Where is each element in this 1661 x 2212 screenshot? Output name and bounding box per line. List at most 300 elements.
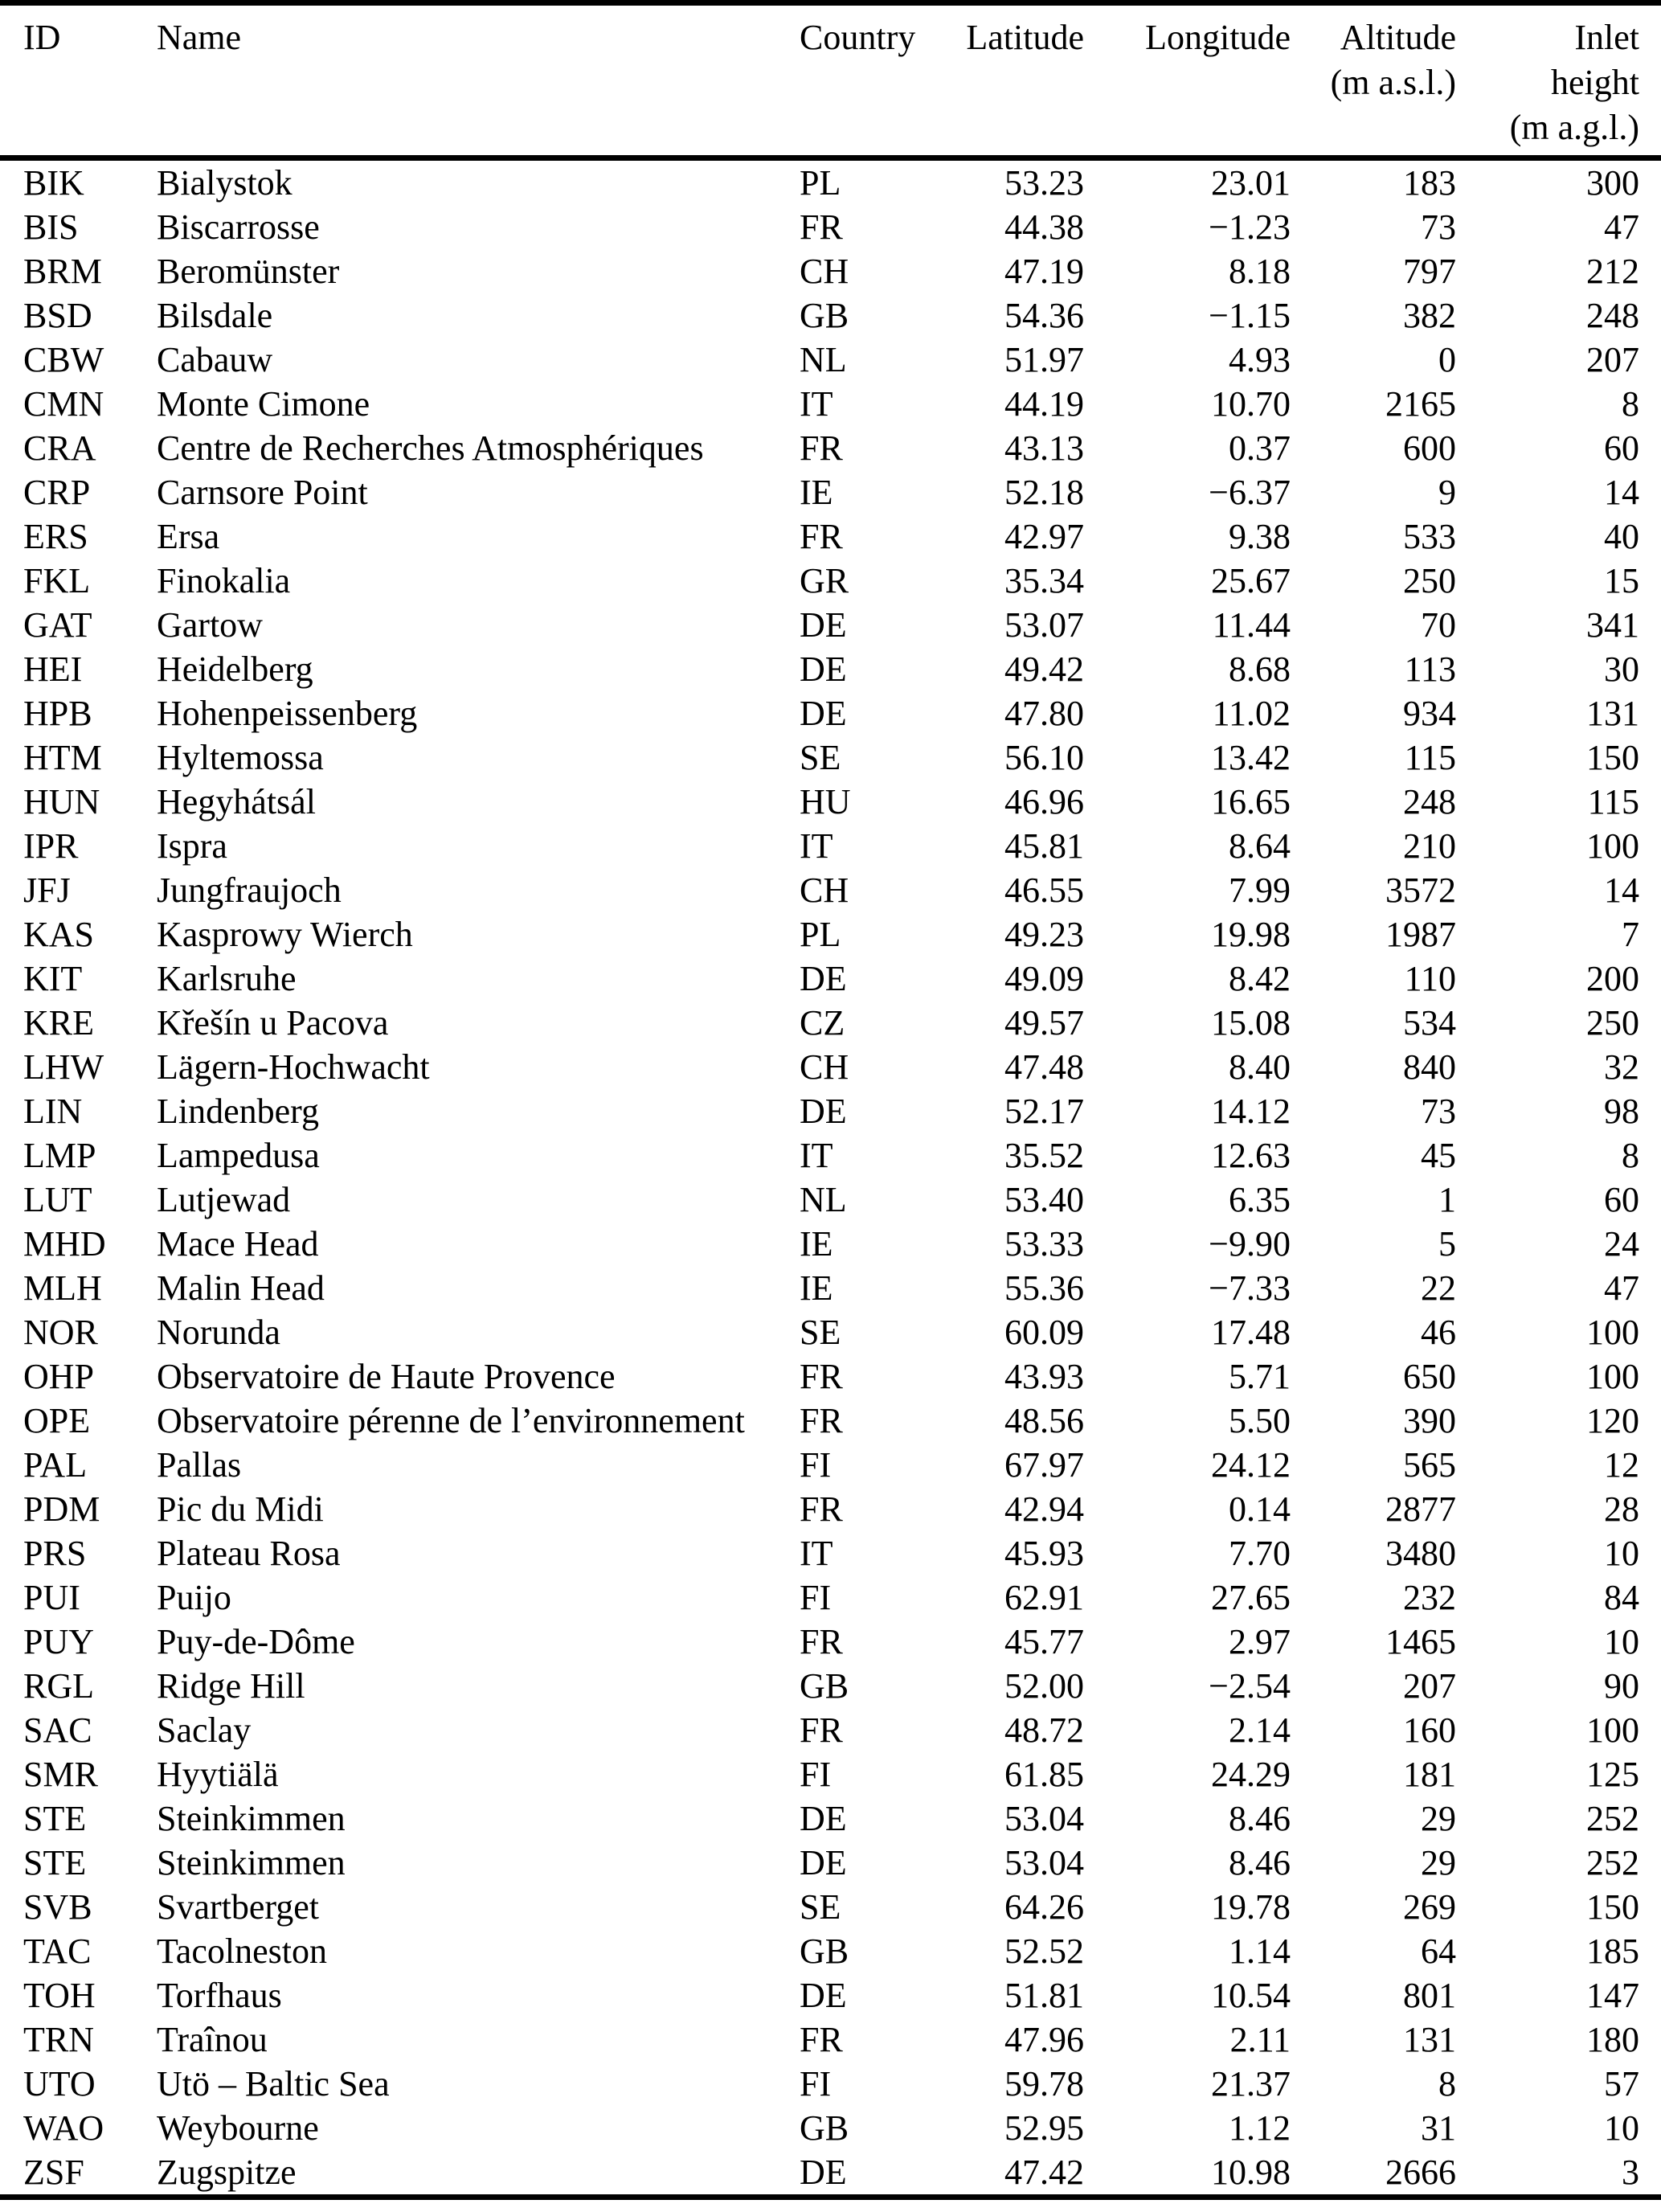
cell-id: ERS <box>23 517 88 556</box>
cell-id: HPB <box>23 694 92 733</box>
table-row <box>0 1929 1661 1973</box>
cell-longitude: 11.44 <box>1212 605 1291 645</box>
cell-inlet_height: 125 <box>1586 1755 1639 1794</box>
cell-inlet_height: 341 <box>1586 605 1639 645</box>
cell-altitude: 600 <box>1403 428 1456 468</box>
cell-country: DE <box>800 1843 847 1882</box>
cell-inlet_height: 40 <box>1604 517 1639 556</box>
cell-latitude: 53.04 <box>1004 1799 1084 1838</box>
cell-id: TAC <box>23 1931 92 1971</box>
cell-id: ZSF <box>23 2153 84 2192</box>
cell-country: PL <box>800 915 841 954</box>
table-row <box>0 1796 1661 1841</box>
cell-altitude: 2165 <box>1385 384 1456 424</box>
cell-longitude: 9.38 <box>1229 517 1291 556</box>
cell-longitude: 16.65 <box>1211 782 1291 821</box>
cell-name: Hyytiälä <box>157 1755 279 1794</box>
cell-inlet_height: 212 <box>1586 252 1639 291</box>
table-row <box>0 426 1661 470</box>
cell-inlet_height: 180 <box>1586 2020 1639 2059</box>
table-row <box>0 912 1661 956</box>
cell-altitude: 113 <box>1404 649 1456 689</box>
cell-inlet_height: 14 <box>1604 870 1639 910</box>
table-row <box>0 735 1661 780</box>
cell-latitude: 52.17 <box>1004 1092 1084 1131</box>
cell-id: HUN <box>23 782 100 821</box>
cell-id: UTO <box>23 2064 96 2103</box>
cell-latitude: 42.97 <box>1004 517 1084 556</box>
cell-latitude: 51.81 <box>1004 1976 1084 2015</box>
table-row <box>0 647 1661 691</box>
table-row <box>0 470 1661 514</box>
cell-country: GB <box>800 1931 849 1971</box>
table-row <box>0 1752 1661 1796</box>
cell-latitude: 46.55 <box>1004 870 1084 910</box>
cell-altitude: 0 <box>1438 340 1456 379</box>
cell-country: GR <box>800 561 849 600</box>
cell-name: Jungfraujoch <box>157 870 342 910</box>
cell-longitude: 2.97 <box>1229 1622 1291 1661</box>
table-row <box>0 1133 1661 1178</box>
cell-name: Weybourne <box>157 2108 319 2148</box>
table-row <box>0 956 1661 1001</box>
table-row <box>0 382 1661 426</box>
cell-name: Heidelberg <box>157 649 313 689</box>
cell-name: Ersa <box>157 517 220 556</box>
cell-longitude: 6.35 <box>1229 1180 1291 1219</box>
cell-altitude: 934 <box>1403 694 1456 733</box>
cell-inlet_height: 207 <box>1586 340 1639 379</box>
cell-inlet_height: 10 <box>1604 1622 1639 1661</box>
cell-longitude: 21.37 <box>1211 2064 1291 2103</box>
cell-id: MHD <box>23 1224 106 1264</box>
cell-longitude: 8.18 <box>1229 252 1291 291</box>
cell-id: BIS <box>23 207 79 247</box>
cell-altitude: 207 <box>1403 1666 1456 1706</box>
header-row <box>0 3 1661 158</box>
cell-longitude: 2.11 <box>1229 2020 1291 2059</box>
cell-id: STE <box>23 1843 87 1882</box>
cell-latitude: 35.52 <box>1004 1136 1084 1175</box>
cell-inlet_height: 32 <box>1604 1047 1639 1087</box>
table-row <box>0 1531 1661 1575</box>
cell-altitude: 45 <box>1421 1136 1456 1175</box>
cell-name: Lägern-Hochwacht <box>157 1047 430 1087</box>
cell-name: Puijo <box>157 1578 231 1617</box>
cell-inlet_height: 147 <box>1586 1976 1639 2015</box>
cell-country: HU <box>800 782 851 821</box>
cell-name: Puy-de-Dôme <box>157 1622 355 1661</box>
cell-latitude: 53.04 <box>1004 1843 1084 1882</box>
cell-id: CMN <box>23 384 104 424</box>
table-row <box>0 1841 1661 1885</box>
cell-name: Lindenberg <box>157 1092 320 1131</box>
station-table-body <box>0 158 1661 2198</box>
cell-latitude: 64.26 <box>1004 1887 1084 1927</box>
cell-inlet_height: 84 <box>1604 1578 1639 1617</box>
cell-country: CH <box>800 252 849 291</box>
table-row <box>0 249 1661 293</box>
cell-country: IE <box>800 1268 833 1308</box>
cell-latitude: 47.42 <box>1004 2153 1084 2192</box>
cell-altitude: 8 <box>1438 2064 1456 2103</box>
cell-inlet_height: 14 <box>1604 473 1639 512</box>
cell-country: SE <box>800 738 841 777</box>
cell-id: LUT <box>23 1180 92 1219</box>
cell-name: Bialystok <box>157 163 293 203</box>
cell-name: Utö – Baltic Sea <box>157 2064 390 2103</box>
cell-longitude: −6.37 <box>1209 473 1291 512</box>
column-header-label: Inlet <box>1574 18 1639 57</box>
cell-id: BRM <box>23 252 102 291</box>
cell-id: GAT <box>23 605 92 645</box>
cell-name: Traînou <box>157 2020 268 2059</box>
cell-altitude: 382 <box>1403 296 1456 335</box>
cell-altitude: 73 <box>1421 207 1456 247</box>
cell-latitude: 46.96 <box>1004 782 1084 821</box>
cell-country: IT <box>800 826 833 866</box>
cell-country: SE <box>800 1313 841 1352</box>
cell-id: PUI <box>23 1578 80 1617</box>
table-row <box>0 2150 1661 2198</box>
cell-country: DE <box>800 1799 847 1838</box>
cell-altitude: 801 <box>1403 1976 1456 2015</box>
cell-inlet_height: 60 <box>1604 428 1639 468</box>
cell-inlet_height: 10 <box>1604 2108 1639 2148</box>
cell-latitude: 48.56 <box>1004 1401 1084 1440</box>
cell-country: DE <box>800 605 847 645</box>
cell-latitude: 49.09 <box>1004 959 1084 998</box>
cell-longitude: 7.70 <box>1229 1534 1291 1573</box>
cell-id: KAS <box>23 915 95 954</box>
cell-altitude: 840 <box>1403 1047 1456 1087</box>
column-header-label: Latitude <box>966 18 1084 57</box>
cell-id: CBW <box>23 340 104 379</box>
cell-inlet_height: 60 <box>1604 1180 1639 1219</box>
cell-inlet_height: 15 <box>1604 561 1639 600</box>
cell-longitude: 8.40 <box>1229 1047 1291 1087</box>
cell-country: FR <box>800 207 843 247</box>
cell-longitude: 11.02 <box>1212 694 1291 733</box>
cell-inlet_height: 185 <box>1586 1931 1639 1971</box>
cell-latitude: 43.13 <box>1004 428 1084 468</box>
cell-name: Norunda <box>157 1313 280 1352</box>
cell-country: PL <box>800 163 841 203</box>
cell-altitude: 1 <box>1438 1180 1456 1219</box>
cell-latitude: 52.18 <box>1004 473 1084 512</box>
table-row <box>0 1089 1661 1133</box>
cell-name: Finokalia <box>157 561 291 600</box>
cell-latitude: 55.36 <box>1004 1268 1084 1308</box>
cell-id: SAC <box>23 1710 92 1750</box>
cell-inlet_height: 248 <box>1586 296 1639 335</box>
cell-altitude: 64 <box>1421 1931 1456 1971</box>
cell-inlet_height: 115 <box>1587 782 1639 821</box>
cell-id: NOR <box>23 1313 98 1352</box>
column-header-country <box>800 3 936 158</box>
table-row <box>0 691 1661 735</box>
cell-altitude: 565 <box>1403 1445 1456 1485</box>
cell-inlet_height: 28 <box>1604 1489 1639 1529</box>
cell-country: FR <box>800 1622 843 1661</box>
column-header-label: Name <box>157 18 242 57</box>
cell-country: CH <box>800 870 849 910</box>
column-header-unit: (m a.g.l.) <box>1509 108 1639 147</box>
cell-altitude: 29 <box>1421 1799 1456 1838</box>
cell-latitude: 49.57 <box>1004 1003 1084 1043</box>
cell-inlet_height: 100 <box>1586 826 1639 866</box>
cell-name: Biscarrosse <box>157 207 320 247</box>
cell-id: PAL <box>23 1445 88 1485</box>
cell-country: DE <box>800 959 847 998</box>
cell-longitude: 17.48 <box>1211 1313 1291 1352</box>
cell-altitude: 650 <box>1403 1357 1456 1396</box>
column-header-inlet-height <box>1456 3 1661 158</box>
cell-country: FI <box>800 1445 832 1485</box>
column-header-latitude <box>936 3 1084 158</box>
table-row <box>0 1266 1661 1310</box>
cell-name: Saclay <box>157 1710 252 1750</box>
table-row <box>0 1885 1661 1929</box>
cell-altitude: 131 <box>1403 2020 1456 2059</box>
table-row <box>0 2062 1661 2106</box>
cell-id: TOH <box>23 1976 96 2015</box>
cell-latitude: 54.36 <box>1004 296 1084 335</box>
cell-altitude: 797 <box>1403 252 1456 291</box>
column-header-label: ID <box>23 18 61 57</box>
cell-inlet_height: 150 <box>1586 738 1639 777</box>
cell-name: Beromünster <box>157 252 340 291</box>
cell-id: PUY <box>23 1622 95 1661</box>
cell-id: PRS <box>23 1534 87 1573</box>
cell-country: FI <box>800 1755 832 1794</box>
cell-altitude: 5 <box>1438 1224 1456 1264</box>
cell-longitude: −1.23 <box>1209 207 1291 247</box>
cell-altitude: 22 <box>1421 1268 1456 1308</box>
table-row <box>0 205 1661 249</box>
cell-id: MLH <box>23 1268 102 1308</box>
cell-country: FR <box>800 428 843 468</box>
cell-altitude: 183 <box>1403 163 1456 203</box>
cell-longitude: 27.65 <box>1211 1578 1291 1617</box>
cell-inlet_height: 24 <box>1604 1224 1639 1264</box>
cell-name: Bilsdale <box>157 296 273 335</box>
cell-id: BIK <box>23 163 84 203</box>
cell-latitude: 48.72 <box>1004 1710 1084 1750</box>
cell-latitude: 67.97 <box>1004 1445 1084 1485</box>
cell-name: Pic du Midi <box>157 1489 324 1529</box>
cell-country: NL <box>800 340 847 379</box>
cell-id: LIN <box>23 1092 83 1131</box>
cell-name: Malin Head <box>157 1268 325 1308</box>
cell-altitude: 70 <box>1421 605 1456 645</box>
cell-name: Gartow <box>157 605 263 645</box>
cell-altitude: 115 <box>1404 738 1456 777</box>
cell-name: Observatoire pérenne de l’environnement <box>157 1401 745 1440</box>
cell-inlet_height: 100 <box>1586 1357 1639 1396</box>
cell-latitude: 45.81 <box>1004 826 1084 866</box>
cell-id: HTM <box>23 738 102 777</box>
table-row <box>0 293 1661 338</box>
cell-longitude: 2.14 <box>1229 1710 1291 1750</box>
cell-latitude: 53.07 <box>1004 605 1084 645</box>
cell-longitude: 0.37 <box>1229 428 1291 468</box>
table-row <box>0 1575 1661 1620</box>
cell-altitude: 73 <box>1421 1092 1456 1131</box>
table-row <box>0 514 1661 559</box>
cell-name: Observatoire de Haute Provence <box>157 1357 616 1396</box>
table-row <box>0 1487 1661 1531</box>
cell-name: Tacolneston <box>157 1931 327 1971</box>
cell-id: RGL <box>23 1666 94 1706</box>
table-row <box>0 1222 1661 1266</box>
cell-longitude: −7.33 <box>1209 1268 1291 1308</box>
cell-longitude: 24.12 <box>1211 1445 1291 1485</box>
cell-country: GB <box>800 1666 849 1706</box>
cell-country: FI <box>800 1578 832 1617</box>
cell-inlet_height: 120 <box>1586 1401 1639 1440</box>
column-header-unit: (m a.s.l.) <box>1330 63 1456 102</box>
cell-inlet_height: 150 <box>1586 1887 1639 1927</box>
cell-latitude: 52.95 <box>1004 2108 1084 2148</box>
cell-latitude: 59.78 <box>1004 2064 1084 2103</box>
cell-longitude: 14.12 <box>1211 1092 1291 1131</box>
cell-inlet_height: 252 <box>1586 1843 1639 1882</box>
cell-inlet_height: 8 <box>1622 1136 1639 1175</box>
cell-altitude: 181 <box>1403 1755 1456 1794</box>
cell-id: SVB <box>23 1887 92 1927</box>
cell-latitude: 44.38 <box>1004 207 1084 247</box>
cell-id: HEI <box>23 649 83 689</box>
cell-latitude: 47.96 <box>1004 2020 1084 2059</box>
cell-country: SE <box>800 1887 841 1927</box>
cell-longitude: 1.14 <box>1229 1931 1291 1971</box>
cell-altitude: 3572 <box>1385 870 1456 910</box>
cell-longitude: 24.29 <box>1211 1755 1291 1794</box>
cell-inlet_height: 47 <box>1604 207 1639 247</box>
cell-latitude: 52.00 <box>1004 1666 1084 1706</box>
cell-latitude: 51.97 <box>1004 340 1084 379</box>
cell-name: Hyltemossa <box>157 738 324 777</box>
table-row <box>0 2106 1661 2150</box>
cell-inlet_height: 100 <box>1586 1313 1639 1352</box>
cell-country: FR <box>800 517 843 556</box>
cell-id: WAO <box>23 2108 104 2148</box>
cell-inlet_height: 3 <box>1622 2153 1639 2192</box>
table-row <box>0 1399 1661 1443</box>
cell-latitude: 35.34 <box>1004 561 1084 600</box>
cell-latitude: 49.42 <box>1004 649 1084 689</box>
cell-country: FR <box>800 1710 843 1750</box>
cell-name: Monte Cimone <box>157 384 370 424</box>
cell-country: DE <box>800 2153 847 2192</box>
cell-country: GB <box>800 2108 849 2148</box>
cell-latitude: 49.23 <box>1004 915 1084 954</box>
cell-longitude: 5.71 <box>1229 1357 1291 1396</box>
cell-name: Lutjewad <box>157 1180 291 1219</box>
cell-name: Lampedusa <box>157 1136 320 1175</box>
cell-name: Ispra <box>157 826 227 866</box>
cell-id: JFJ <box>23 870 71 910</box>
cell-inlet_height: 90 <box>1604 1666 1639 1706</box>
cell-altitude: 1465 <box>1385 1622 1456 1661</box>
cell-id: TRN <box>23 2020 94 2059</box>
cell-longitude: 19.98 <box>1211 915 1291 954</box>
cell-id: OPE <box>23 1401 91 1440</box>
cell-country: FR <box>800 1489 843 1529</box>
cell-inlet_height: 300 <box>1586 163 1639 203</box>
cell-id: CRA <box>23 428 96 468</box>
cell-name: Svartberget <box>157 1887 320 1927</box>
cell-name: Mace Head <box>157 1224 319 1264</box>
cell-name: Cabauw <box>157 340 273 379</box>
cell-altitude: 31 <box>1421 2108 1456 2148</box>
station-table-header <box>0 3 1661 158</box>
cell-id: KIT <box>23 959 83 998</box>
table-row <box>0 1310 1661 1354</box>
cell-longitude: 8.46 <box>1229 1843 1291 1882</box>
column-header-label: Altitude <box>1340 18 1456 57</box>
table-row <box>0 1045 1661 1089</box>
cell-longitude: 13.42 <box>1211 738 1291 777</box>
cell-id: SMR <box>23 1755 98 1794</box>
cell-id: LMP <box>23 1136 96 1175</box>
cell-latitude: 53.23 <box>1004 163 1084 203</box>
cell-latitude: 47.48 <box>1004 1047 1084 1087</box>
cell-country: CZ <box>800 1003 845 1043</box>
cell-longitude: 8.64 <box>1229 826 1291 866</box>
cell-name: Steinkimmen <box>157 1843 346 1882</box>
column-header-altitude <box>1291 3 1456 158</box>
table-row <box>0 1620 1661 1664</box>
cell-name: Pallas <box>157 1445 242 1485</box>
table-row <box>0 158 1661 206</box>
cell-altitude: 210 <box>1403 826 1456 866</box>
cell-name: Křešín u Pacova <box>157 1003 389 1043</box>
cell-id: LHW <box>23 1047 104 1087</box>
cell-longitude: 1.12 <box>1229 2108 1291 2148</box>
table-row <box>0 1354 1661 1399</box>
cell-altitude: 533 <box>1403 517 1456 556</box>
table-row <box>0 1973 1661 2017</box>
cell-longitude: 25.67 <box>1211 561 1291 600</box>
table-row <box>0 1443 1661 1487</box>
cell-inlet_height: 100 <box>1586 1710 1639 1750</box>
cell-latitude: 60.09 <box>1004 1313 1084 1352</box>
cell-altitude: 232 <box>1403 1578 1456 1617</box>
cell-longitude: 23.01 <box>1211 163 1291 203</box>
cell-inlet_height: 250 <box>1586 1003 1639 1043</box>
cell-id: FKL <box>23 561 91 600</box>
cell-altitude: 390 <box>1403 1401 1456 1440</box>
table-row <box>0 1001 1661 1045</box>
column-header-id <box>0 3 157 158</box>
cell-name: Karlsruhe <box>157 959 297 998</box>
cell-latitude: 62.91 <box>1004 1578 1084 1617</box>
cell-longitude: 0.14 <box>1229 1489 1291 1529</box>
cell-latitude: 53.40 <box>1004 1180 1084 1219</box>
column-header-label: Longitude <box>1145 18 1291 57</box>
cell-longitude: 10.54 <box>1211 1976 1291 2015</box>
cell-longitude: 10.70 <box>1211 384 1291 424</box>
cell-latitude: 45.77 <box>1004 1622 1084 1661</box>
column-header-label-line2: height <box>1551 63 1639 102</box>
cell-altitude: 248 <box>1403 782 1456 821</box>
table-row <box>0 1708 1661 1752</box>
column-header-name <box>157 3 800 158</box>
cell-country: IE <box>800 1224 833 1264</box>
cell-country: FR <box>800 1401 843 1440</box>
